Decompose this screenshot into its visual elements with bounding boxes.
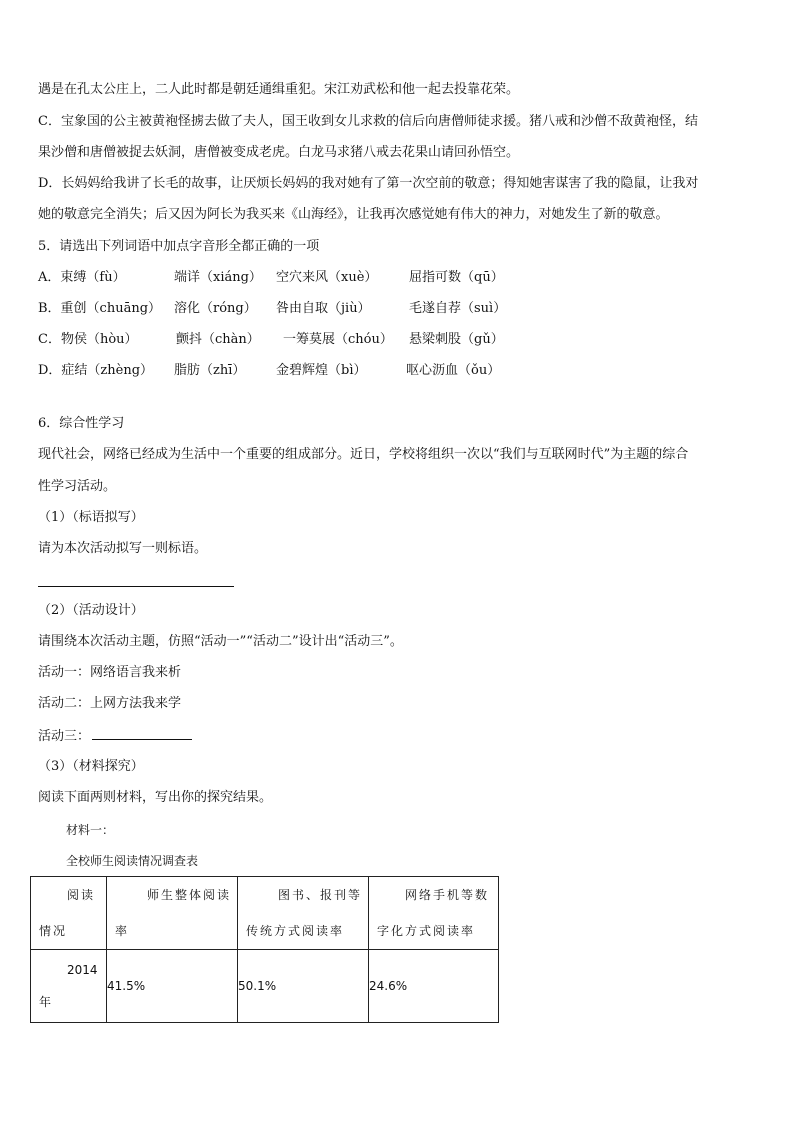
part-3-title: （3）（材料探究） [38, 759, 144, 774]
table-header-row [31, 877, 499, 950]
table-row [31, 950, 499, 1023]
year-line: 年 [39, 995, 52, 1009]
part-1-title: （1）（标语拟写） [38, 510, 144, 525]
header-digital-rate [369, 877, 499, 950]
q5-option-c-word4: 悬梁刺股（gǔ） [409, 332, 504, 347]
header-cell-line: 传统方式阅读率 [246, 924, 345, 938]
paragraph-b-end: 遇是在孔太公庄上，二人此时都是朝廷通缉重犯。宋江劝武松和他一起去投靠花荣。 [38, 82, 520, 97]
material-1-label: 材料一： [66, 823, 115, 837]
option-c-line2: 果沙僧和唐僧被捉去妖洞，唐僧被变成老虎。白龙马求猪八戒去花果山请回孙悟空。 [38, 145, 520, 160]
q5-option-b-word4: 毛遂自荐（suì） [409, 301, 507, 316]
option-d-line1: D．长妈妈给我讲了长毛的故事，让厌烦长妈妈的我对她有了第一次空前的敬意；得知她害谋害了我的隐鼠，让我对 [38, 176, 699, 191]
part-1-text: 请为本次活动拟写一则标语。 [38, 541, 208, 556]
traditional-rate-value: 50.1% [238, 950, 369, 1023]
q5-option-b-word3: 咎由自取（jiù） [276, 301, 371, 316]
question-5-stem: 5．请选出下列词语中加点字音形全都正确的一项 [38, 239, 320, 254]
q5-option-b-word2: 溶化（róng） [174, 301, 257, 316]
part-2-title: （2）（活动设计） [38, 603, 144, 618]
year-cell [31, 950, 107, 1023]
year-line: 2014 [67, 963, 98, 977]
header-cell-line: 图书、报刊等 [278, 888, 363, 902]
part-3-text: 阅读下面两则材料，写出你的探究结果。 [38, 790, 273, 805]
question-6-intro-line1: 现代社会，网络已经成为生活中一个重要的组成部分。近日，学校将组织一次以“我们与互联网时代”为主题的综合 [38, 447, 689, 462]
activity-3-answer-blank[interactable] [92, 725, 192, 740]
q5-option-a-word4: 屈指可数（qū） [409, 270, 504, 285]
option-c-line1: C．宝象国的公主被黄袍怪掳去做了夫人，国王收到女儿求救的信后向唐僧师徒求援。猪八戒和沙僧不敌黄袍怪，结 [38, 114, 698, 129]
option-d-line2: 她的敬意完全消失；后又因为阿长为我买来《山海经》，让我再次感觉她有伟大的神力，对她发生了新的敬意。 [38, 207, 669, 222]
header-cell-line: 网络手机等数 [405, 888, 490, 902]
q5-option-b-word1: B．重创（chuāng） [38, 301, 162, 316]
q5-option-d-word3: 金碧辉煌（bì） [276, 363, 367, 378]
q5-option-d-word1: D．症结（zhèng） [38, 363, 154, 378]
question-6-title: 6．综合性学习 [38, 416, 125, 431]
q5-option-d-word4: 呕心沥血（ǒu） [406, 363, 501, 378]
part-2-text: 请围绕本次活动主题，仿照“活动一”“活动二”设计出“活动三”。 [38, 634, 403, 649]
slogan-answer-blank[interactable] [38, 586, 234, 587]
header-cell-line: 阅读 [67, 888, 96, 902]
q5-option-a-word3: 空穴来风（xuè） [276, 270, 378, 285]
header-overall-rate [107, 877, 238, 950]
header-traditional-rate [238, 877, 369, 950]
header-cell-line: 情况 [39, 924, 68, 938]
activity-3 [38, 725, 192, 747]
activity-2: 活动二：上网方法我来学 [38, 696, 182, 711]
header-reading-situation [31, 877, 107, 950]
q5-option-c-word2: 颤抖（chàn） [176, 332, 260, 347]
overall-rate-value: 41.5% [107, 950, 238, 1023]
header-cell-line: 字化方式阅读率 [377, 924, 476, 938]
activity-1: 活动一：网络语言我来析 [38, 665, 182, 680]
table-title: 全校师生阅读情况调查表 [66, 854, 199, 868]
question-6-intro-line2: 性学习活动。 [38, 479, 117, 494]
q5-option-a-word2: 端详（xiáng） [174, 270, 262, 285]
activity-3-label: 活动三： [38, 729, 91, 744]
header-cell-line: 师生整体阅读 [147, 888, 232, 902]
q5-option-c-word3: 一筹莫展（chóu） [283, 332, 393, 347]
header-cell-line: 率 [115, 924, 130, 938]
reading-survey-table [30, 876, 499, 1023]
q5-option-c-word1: C．物侯（hòu） [38, 332, 138, 347]
q5-option-d-word2: 脂肪（zhī） [174, 363, 246, 378]
digital-rate-value: 24.6% [369, 950, 499, 1023]
q5-option-a-word1: A．束缚（fù） [38, 270, 126, 285]
